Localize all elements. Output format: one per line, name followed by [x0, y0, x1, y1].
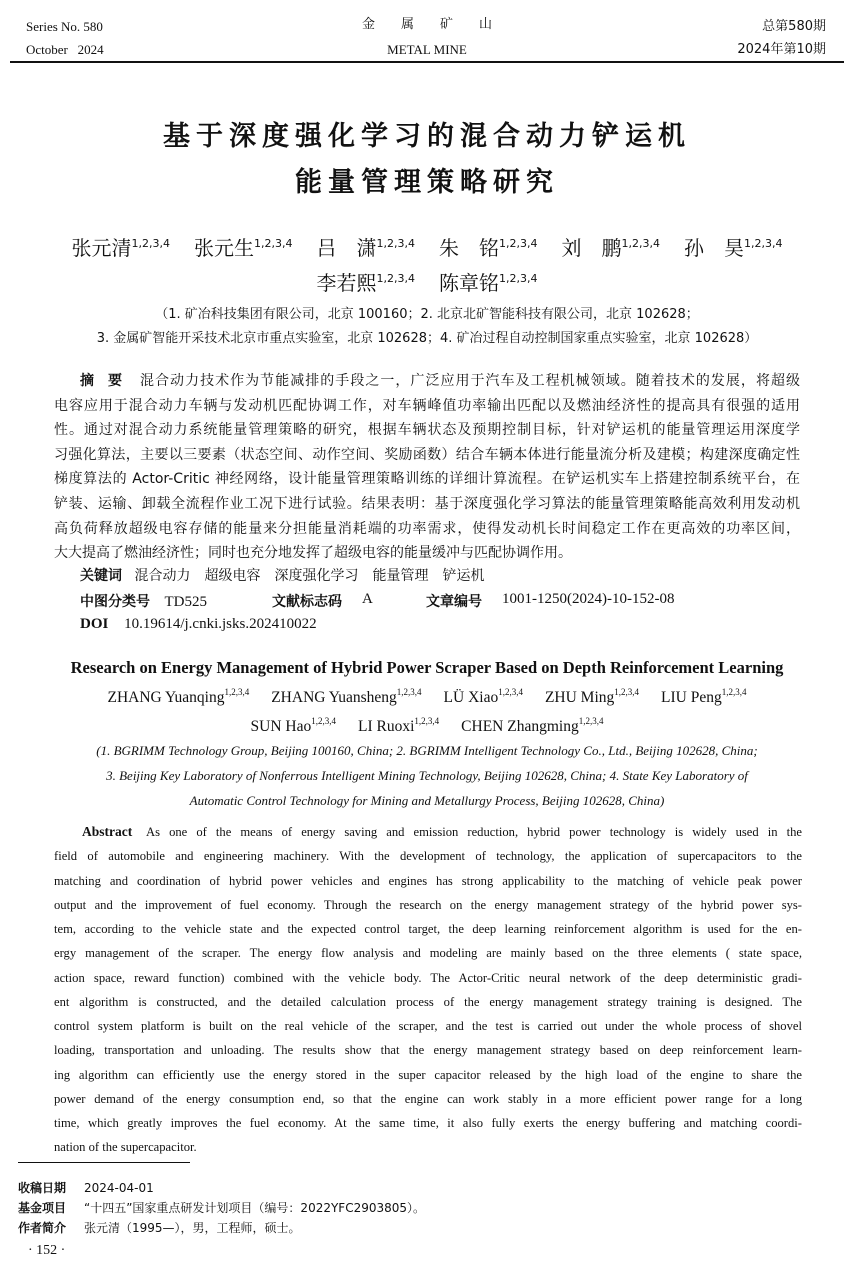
doc-code-label: 文献标志码 — [272, 594, 342, 610]
keyword: 超级电容 — [204, 568, 261, 584]
keywords — [80, 565, 498, 585]
author-affiliation-marks: 1,2,3,4 — [578, 716, 604, 726]
author-affiliation-marks: 1,2,3,4 — [721, 687, 747, 697]
author-name: CHEN Zhangming — [461, 718, 579, 735]
affiliation-cn-line-2: 3. 金属矿智能开采技术北京市重点实验室，北京 102628；4. 矿冶过程自动控制国家重点实验室，北京 102628） — [96, 331, 758, 346]
doi-value: 10.19614/j.cnki.jsks.202410022 — [124, 616, 317, 632]
footnote-row — [18, 1178, 425, 1198]
author-name: LI Ruoxi — [358, 718, 415, 735]
author-affiliation-marks: 1,2,3,4 — [376, 272, 415, 285]
authors-cn-line-2 — [0, 267, 854, 296]
affiliation-en-line-3: Automatic Control Technology for Mining and Metallurgy Process, Beijing 102628, China) — [189, 793, 665, 808]
author-name: 吕 潇 — [316, 236, 377, 260]
abstract-line: 性。通过对混合动力系统能量管理策略的研究，根据车辆状态及预期控制目标，针对铲运机的能量管理运用深度学 — [54, 422, 800, 439]
abstract-line: ent algorithm is constructed, and the detailed calculation process of the energy management strategy training is designed. The — [54, 994, 802, 1009]
author-name: 张元生 — [194, 236, 255, 260]
footnote-row — [18, 1198, 425, 1218]
authors-en-line-2 — [0, 718, 854, 736]
abstract-line: control system platform is built on the real vehicle of the scraper, and the test is carried out under the whole process of shovel — [54, 1019, 802, 1033]
doi-label: DOI — [80, 616, 109, 632]
author — [444, 689, 523, 706]
author-name: 陈章铭 — [439, 271, 499, 295]
author-affiliation-marks: 1,2,3,4 — [311, 716, 337, 726]
keyword: 能量管理 — [372, 568, 429, 584]
author — [194, 236, 292, 260]
affiliation-en-line-1: (1. BGRIMM Technology Group, Beijing 100160, China; 2. BGRIMM Intelligent Technology Co., Ltd., Beijing 102628, China; — [96, 743, 758, 758]
journal-name-en: METAL MINE — [387, 42, 467, 57]
author — [251, 718, 336, 735]
abstract-line: 梯度算法的 Actor-Critic 神经网络，设计能量管理策略训练的详细计算流程。在铲运机实车上搭建控制系统平台，在 — [54, 471, 800, 488]
author — [317, 236, 415, 260]
clc-value: TD525 — [164, 594, 207, 610]
abstract-en — [54, 820, 802, 1160]
abstract-en-label: Abstract — [82, 824, 133, 839]
author — [561, 236, 659, 260]
author-name: LIU Peng — [661, 689, 722, 706]
author — [72, 236, 170, 260]
author-affiliation-marks: 1,2,3,4 — [499, 237, 538, 250]
abstract-line: 电容应用于混合动力车辆与发动机匹配协调工作，对车辆峰值功率输出匹配以及燃油经济性的提高具有很强的适用 — [54, 397, 800, 414]
footnote-label: 作者简介 — [18, 1221, 67, 1235]
total-issue: 总第580期 — [762, 19, 826, 34]
article-number-value: 1001-1250(2024)-10-152-08 — [502, 591, 675, 607]
author-name: 张元清 — [71, 236, 132, 260]
author — [317, 271, 415, 295]
author-affiliation-marks: 1,2,3,4 — [414, 716, 440, 726]
author-affiliation-marks: 1,2,3,4 — [376, 237, 415, 250]
abstract-line: matching and coordination of hybrid power vehicles and engines has strong applicability to the matching of vehicle peak power — [54, 873, 802, 888]
author-affiliation-marks: 1,2,3,4 — [499, 272, 538, 285]
abstract-line: power demand of the energy consumption end, so that the engine can work stably in a more efficient power range for a long — [54, 1091, 802, 1106]
footnote-value: “十四五”国家重点研发计划项目（编号：2022YFC2903805）。 — [84, 1201, 426, 1215]
author-name: 刘 鹏 — [561, 236, 622, 260]
author-name: SUN Hao — [250, 718, 312, 735]
footnote-row — [18, 1218, 425, 1238]
abstract-line: ergy management of the scraper. The energy flow analysis and modeling are mainly based on the three elements ( state space, — [54, 946, 802, 961]
keywords-label: 关键词 — [80, 568, 122, 584]
classification-row — [80, 591, 800, 611]
author — [661, 689, 746, 706]
abstract-line: nation of the supercapacitor. — [54, 1140, 197, 1155]
author-affiliation-marks: 1,2,3,4 — [224, 687, 250, 697]
author — [358, 718, 439, 735]
footnote-value: 张元清（1995—），男，工程师，硕士。 — [84, 1221, 301, 1235]
author — [684, 236, 782, 260]
author — [271, 689, 421, 706]
author-name: 李若熙 — [316, 271, 377, 295]
author — [439, 271, 537, 295]
title-en: Research on Energy Management of Hybrid Power Scraper Based on Depth Reinforcement Learning — [70, 658, 784, 677]
doc-code-value: A — [362, 591, 373, 607]
author-affiliation-marks: 1,2,3,4 — [621, 237, 660, 250]
abstract-line: tem, according to the vehicle state and the expected control target, the deep learning reinforcement algorithm is used for the en- — [54, 922, 802, 936]
author-affiliation-marks: 1,2,3,4 — [614, 687, 640, 697]
article-number-label: 文章编号 — [426, 594, 482, 610]
header-rule — [10, 61, 844, 63]
title-cn-line-2: 能量管理策略研究 — [295, 167, 559, 198]
author-name: ZHU Ming — [544, 689, 615, 706]
abstract-cn — [54, 369, 800, 566]
series-number: Series No. 580 — [26, 19, 103, 34]
clc-label: 中图分类号 — [80, 594, 150, 610]
abstract-line: 高负荷释放超级电容存储的能量来分担能量消耗端的功率需求，使得发动机长时间稳定工作在更高效的功率区间， — [54, 520, 800, 537]
author — [461, 718, 603, 735]
abstract-line: 大大提高了燃油经济性；同时也充分地发挥了超级电容的能量缓冲与匹配协调作用。 — [54, 545, 572, 562]
authors-en-line-1 — [0, 689, 854, 707]
page-number: · 152 · — [28, 1243, 66, 1258]
abstract-line: output and the improvement of fuel economy. Through the research on the energy management strategy of the hybrid power sys- — [54, 897, 802, 912]
footnote-value: 2024-04-01 — [84, 1181, 154, 1195]
issue-date: October 2024 — [26, 42, 104, 57]
keyword: 铲运机 — [442, 568, 485, 584]
abstract-line: 铲装、运输、卸载全流程作业工况下进行试验。结果表明：基于深度强化学习算法的能量管理策略能高效利用发动机 — [54, 495, 800, 512]
authors-cn-line-1 — [0, 232, 854, 261]
author-affiliation-marks: 1,2,3,4 — [498, 687, 523, 697]
abstract-line: field of automobile and engineering machinery. With the development of technology, the application of supercapacitors to the — [54, 849, 802, 864]
doi-row — [80, 616, 317, 633]
affiliation-en-line-2: 3. Beijing Key Laboratory of Nonferrous Intelligent Mining Technology, Beijing 102628, China; 4. State Key Laboratory of — [106, 768, 748, 783]
author-name: ZHANG Yuanqing — [107, 689, 225, 706]
author-affiliation-marks: 1,2,3,4 — [254, 237, 293, 250]
title-cn-line-1: 基于深度强化学习的混合动力铲运机 — [163, 121, 691, 152]
abstract-line: loading, transportation and unloading. The results show that the energy management strategy based on deep reinforcement learn- — [54, 1043, 802, 1058]
author — [545, 689, 639, 706]
author-affiliation-marks: 1,2,3,4 — [743, 237, 783, 250]
author — [108, 689, 250, 706]
abstract-line: 习强化算法，主要以三要素（状态空间、动作空间、奖励函数）结合车辆本体进行能量流分析及建模；构建深度确定性 — [54, 446, 800, 463]
author-name: ZHANG Yuansheng — [271, 689, 397, 706]
abstract-line: ing algorithm can efficiently use the energy stored in the super capacitor released by the high load of the engine to share the — [54, 1067, 802, 1082]
footnotes — [18, 1178, 425, 1238]
abstract-line: As one of the means of energy saving and emission reduction, hybrid power technology is widely used in the — [146, 825, 802, 839]
keyword: 深度强化学习 — [274, 568, 359, 584]
author-affiliation-marks: 1,2,3,4 — [396, 687, 422, 697]
footnote-label: 收稿日期 — [18, 1181, 67, 1195]
author-affiliation-marks: 1,2,3,4 — [131, 237, 171, 250]
abstract-cn-label: 摘 要 — [80, 373, 122, 389]
author-name: 孙 昊 — [683, 236, 744, 260]
abstract-line: 混合动力技术作为节能减排的手段之一，广泛应用于汽车及工程机械领域。随着技术的发展，将超级 — [140, 373, 800, 389]
issue-number: 2024年第10期 — [737, 42, 826, 57]
author-name: LÜ Xiao — [443, 689, 499, 706]
abstract-line: action space, reward function) combined with the vehicle body. The Actor-Critic neural network of the deep deterministic gradi- — [54, 970, 802, 985]
author-name: 朱 铭 — [439, 236, 499, 260]
affiliation-cn-line-1: （1. 矿冶科技集团有限公司，北京 100160；2. 北京北矿智能科技有限公司，北京 102628； — [155, 307, 699, 322]
abstract-line: time, which greatly improves the fuel economy. At the same time, it also fully exerts the energy buffering and matching coordi- — [54, 1116, 802, 1130]
footnote-rule — [18, 1162, 190, 1163]
journal-name-cn: 金 属 矿 山 — [361, 17, 492, 32]
footnote-label: 基金项目 — [18, 1201, 67, 1215]
keyword: 混合动力 — [134, 568, 191, 584]
author — [439, 236, 537, 260]
